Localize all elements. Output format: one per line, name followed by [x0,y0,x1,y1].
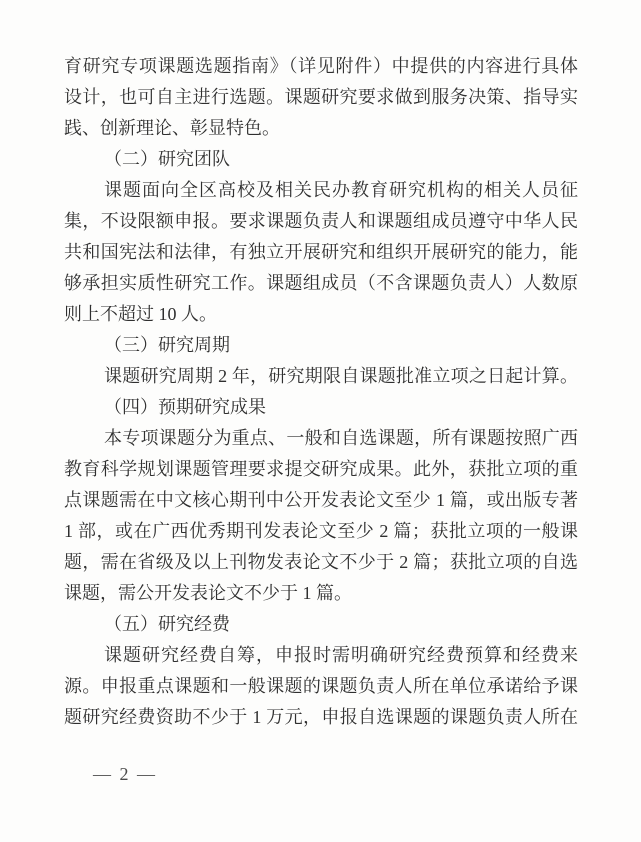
text-line: 集，不设限额申报。要求课题负责人和课题组成员遵守中华人民 [64,211,578,231]
text-line: 题，需在省级及以上刊物发表论文不少于 2 篇；获批立项的自选 [64,552,578,572]
text-line: 共和国宪法和法律，有独立开展研究和组织开展研究的能力，能 [64,242,578,262]
text-line: 点课题需在中文核心期刊中公开发表论文至少 1 篇，或出版专著 [64,490,578,510]
text-line: 本专项课题分为重点、一般和自选课题，所有课题按照广西 [104,428,578,448]
text-line: 题研究经费资助不少于 1 万元，申报自选课题的课题负责人所在 [64,707,578,727]
document-body [64,51,578,733]
text-line: 课题面向全区高校及相关民办教育研究机构的相关人员征 [104,180,578,200]
text-line: 育研究专项课题选题指南》（详见附件）中提供的内容进行具体 [64,56,578,76]
page-number: — 2 — [93,764,157,784]
text-line: 教育科学规划课题管理要求提交研究成果。此外，获批立项的重 [64,459,578,479]
text-line: 源。申报重点课题和一般课题的课题负责人所在单位承诺给予课 [64,676,578,696]
text-line: 够承担实质性研究工作。课题组成员（不含课题负责人）人数原 [64,273,578,293]
text-line: 则上不超过 10 人。 [64,304,217,324]
section-heading: （五）研究经费 [104,614,230,634]
section-heading: （二）研究团队 [104,149,230,169]
text-line: 1 部，或在广西优秀期刊发表论文至少 2 篇；获批立项的一般课 [64,521,578,541]
text-line: 课题研究经费自筹，申报时需明确研究经费预算和经费来 [104,645,578,665]
text-line: 设计，也可自主进行选题。课题研究要求做到服务决策、指导实 [64,87,578,107]
section-heading: （四）预期研究成果 [104,397,266,417]
text-line: 践、创新理论、彰显特色。 [64,118,280,138]
text-line: 课题研究周期 2 年，研究期限自课题批准立项之日起计算。 [104,366,578,386]
section-heading: （三）研究周期 [104,335,230,355]
text-line: 课题，需公开发表论文不少于 1 篇。 [64,583,352,603]
